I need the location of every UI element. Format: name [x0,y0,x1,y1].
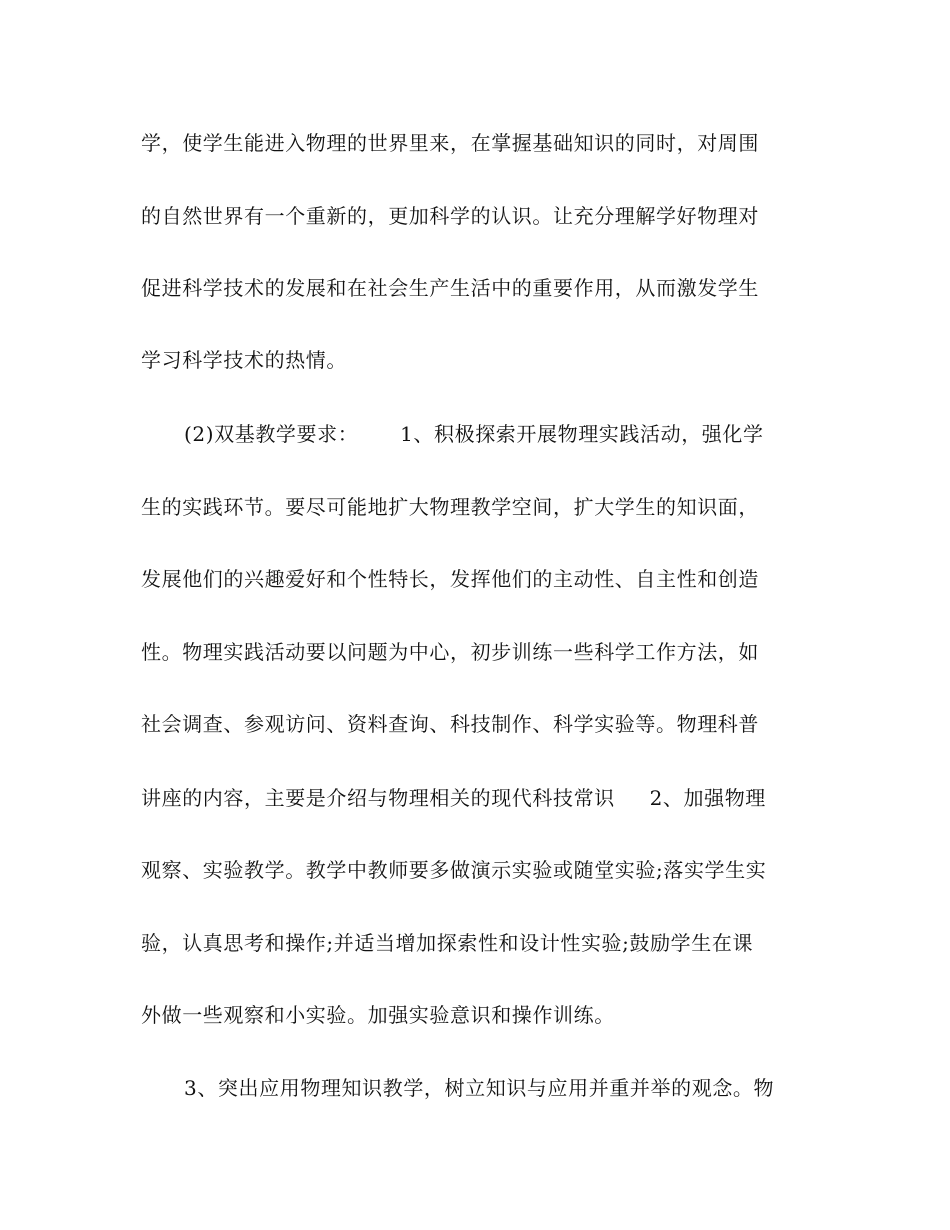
text-line: 促进科学技术的发展和在社会生产生活中的重要作用，从而激发学生 [141,276,759,300]
text-line: 学习科学技术的热情。 [141,348,347,372]
text-line: 性。物理实践活动要以问题为中心，初步训练一些科学工作方法，如 [141,640,759,664]
text-line: 3、突出应用物理知识教学，树立知识与应用并重并举的观念。物 [184,1076,775,1100]
text-line: 社会调查、参观访问、资料查询、科技制作、科学实验等。物理科普 [141,712,759,736]
text-line: 验，认真思考和操作;并适当增加探索性和设计性实验;鼓励学生在课 [141,931,754,955]
text-line: 外做一些观察和小实验。加强实验意识和操作训练。 [141,1003,615,1027]
text-line: 发展他们的兴趣爱好和个性特长，发挥他们的主动性、自主性和创造 [141,567,759,591]
text-line: (2)双基教学要求： 1、积极探索开展物理实践活动，强化学 [184,422,764,446]
text-line: 讲座的内容，主要是介绍与物理相关的现代科技常识 2、加强物理 [141,786,766,810]
text-line: 观察、实验教学。教学中教师要多做演示实验或随堂实验;落实学生实 [141,858,767,882]
text-line: 的自然世界有一个重新的，更加科学的认识。让充分理解学好物理对 [141,204,759,228]
text-line: 生的实践环节。要尽可能地扩大物理教学空间，扩大学生的知识面， [141,495,759,519]
text-line: 学，使学生能进入物理的世界里来，在掌握基础知识的同时，对周围 [141,131,759,155]
